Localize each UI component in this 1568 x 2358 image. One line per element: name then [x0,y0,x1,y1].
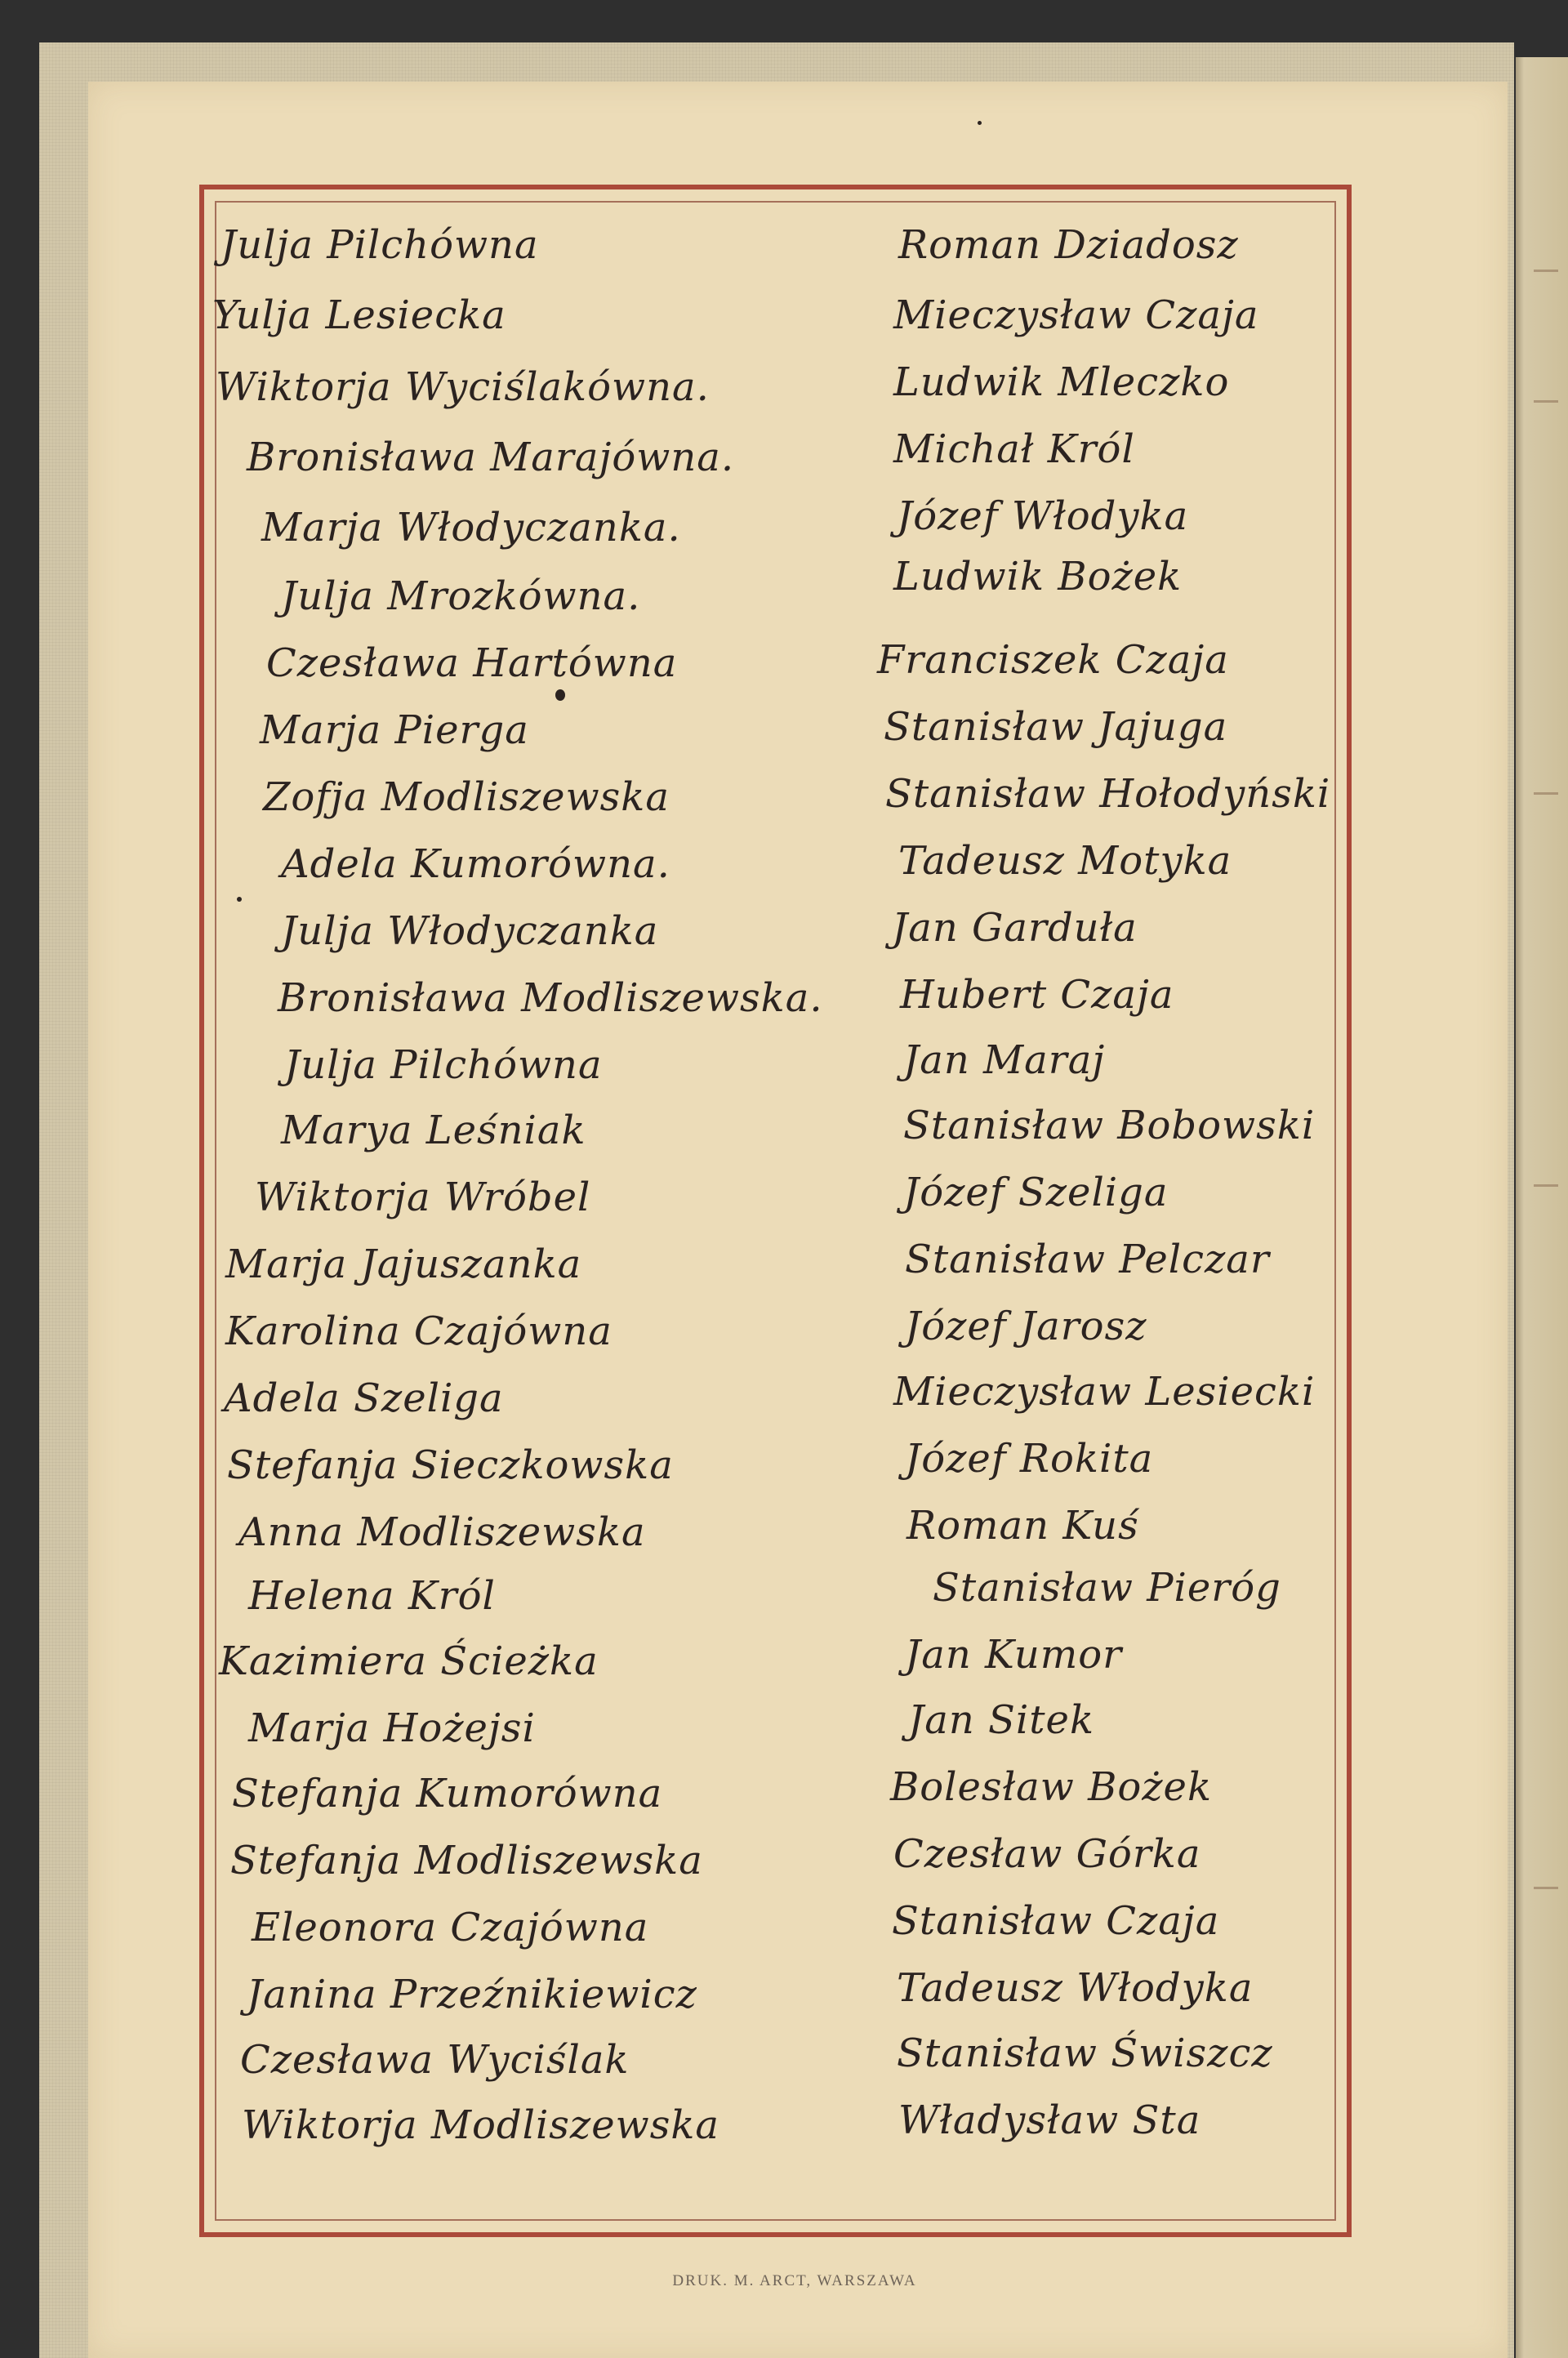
signature: Marya Leśniak [281,1108,586,1153]
signature: Helena Król [248,1573,496,1619]
signature: Jan Kumor [905,1632,1123,1678]
signature: Stanisław Pieróg [933,1565,1281,1611]
signature: Stefanja Modliszewska [230,1838,703,1883]
signature: Karolina Czajówna [225,1308,612,1354]
paper-page [88,82,1508,2358]
signature: Janina Przeźnikiewicz [247,1972,697,2017]
signature: Zofja Modliszewska [263,774,670,820]
signature: Adela Kumorówna. [281,841,670,887]
signature: Ludwik Mleczko [893,359,1230,405]
signature: Adela Szeliga [224,1375,504,1421]
signature: Julja Pilchówna [220,222,539,268]
signature: Marja Włodyczanka. [261,505,681,550]
signature: Julja Pilchówna [284,1042,603,1088]
signature: Julja Włodyczanka [281,908,659,954]
signature: Stefanja Kumorówna [232,1771,663,1816]
adjacent-page-edge [1516,57,1568,2358]
signature: Wiktorja Modliszewska [242,2102,720,2148]
signature: Stanisław Jajuga [884,704,1228,750]
signature: Czesława Hartówna [266,640,678,686]
adjacent-page-mark [1534,1887,1558,1889]
signature: Michał Król [893,426,1135,472]
signature: Anna Modliszewska [238,1509,646,1555]
signature: Kazimiera Ścieżka [219,1638,599,1684]
signature: Stanisław Pelczar [905,1237,1270,1282]
signature: Mieczysław Czaja [893,292,1259,338]
signature: Yulja Lesiecka [212,292,506,338]
signature: Tadeusz Włodyka [897,1965,1254,2011]
ink-dot [237,897,242,902]
signature: Jan Sitek [908,1697,1095,1743]
signature: Marja Jajuszanka [225,1241,582,1287]
signature: Władysław Sta [898,2097,1201,2143]
signature: Józef Włodyka [897,493,1189,539]
signature: Wiktorja Wyciślakówna. [216,364,710,410]
signature: Mieczysław Lesiecki [893,1369,1316,1415]
signature: Stefanja Sieczkowska [227,1442,674,1488]
signature: Roman Dziadosz [898,222,1239,268]
adjacent-page-mark [1534,400,1558,403]
signature: Józef Szeliga [903,1170,1169,1215]
adjacent-page-mark [1534,270,1558,272]
signature: Bronisława Modliszewska. [278,975,823,1021]
signature: Ludwik Bożek [893,554,1183,600]
signature: Józef Jarosz [905,1304,1147,1349]
signature: Stanisław Czaja [892,1898,1220,1944]
signature: Stanisław Bobowski [903,1103,1316,1148]
signature: Roman Kuś [906,1503,1139,1549]
signature: Bronisława Marajówna. [247,435,735,480]
signature: Jan Garduła [892,905,1138,951]
adjacent-page-mark [1534,792,1558,795]
signature: Stanisław Hołodyński [885,771,1331,817]
signature: Czesław Górka [893,1831,1201,1877]
signature: Stanisław Świszcz [897,2030,1273,2076]
signature: Franciszek Czaja [877,637,1229,683]
signature: Marja Hożejsi [248,1705,536,1751]
signature: Hubert Czaja [900,972,1174,1018]
signature: Jan Maraj [903,1037,1106,1083]
signature: Czesława Wyciślak [240,2037,630,2083]
printer-imprint: DRUK. M. ARCT, WARSZAWA [672,2272,917,2289]
ink-blot [555,689,565,701]
signature: Julja Mrozkówna. [281,573,641,619]
signature: Wiktorja Wróbel [255,1175,591,1220]
signature: Marja Pierga [260,707,529,753]
adjacent-page-mark [1534,1184,1558,1187]
signature: Tadeusz Motyka [898,838,1232,884]
signature: Bolesław Bożek [890,1764,1213,1810]
ink-dot [978,121,982,125]
signature: Józef Rokita [905,1436,1154,1482]
signature: Eleonora Czajówna [252,1905,649,1950]
